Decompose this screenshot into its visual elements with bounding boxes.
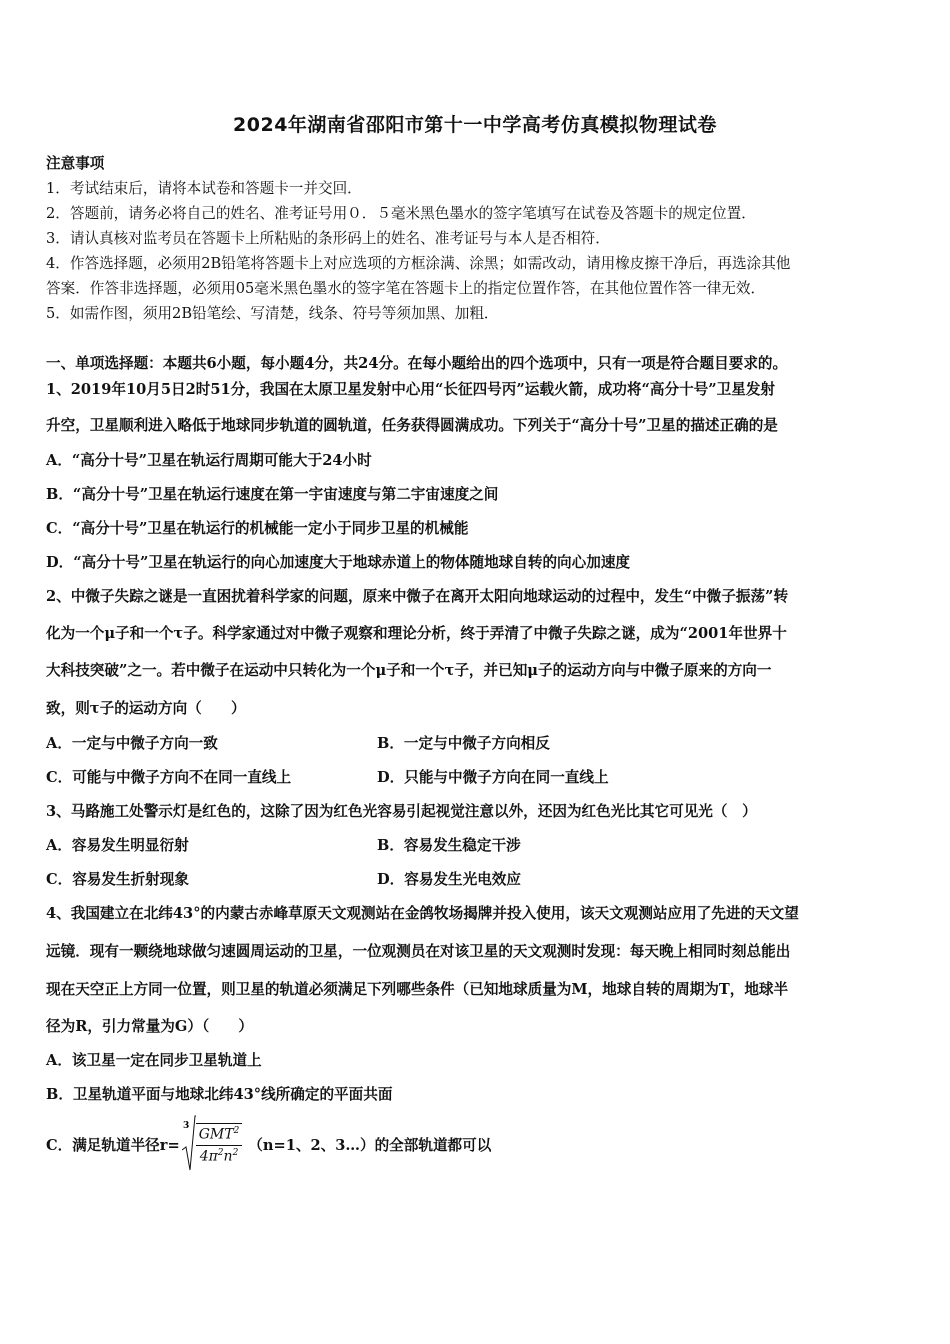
q2-stem-line-3: 大科技突破”之一。若中微子在运动中只转化为一个μ子和一个τ子，并已知μ子的运动方向与中微子原来的方向一 [46,662,772,679]
q3-option-d: D．容易发生光电效应 [377,871,522,888]
q3-stem: 3、马路施工处警示灯是红色的，这除了因为红色光容易引起视觉注意以外，还因为红色光比其它可见光（ ） [46,803,757,820]
q1-option-c: C．“高分十号”卫星在轨运行的机械能一定小于同步卫星的机械能 [46,520,469,537]
page-title: 2024年湖南省邵阳市第十一中学高考仿真模拟物理试卷 [233,114,717,136]
q4-option-c-suffix: （n=1、2、3…）的全部轨道都可以 [248,1136,492,1154]
q3-option-a: A．容易发生明显衍射 [46,837,189,854]
q4-option-c-prefix: C．满足轨道半径r= [46,1136,180,1154]
q1-option-d: D．“高分十号”卫星在轨运行的向心加速度大于地球赤道上的物体随地球自转的向心加速度 [46,554,631,571]
notice-item-2: 2．答题前，请务必将自己的姓名、准考证号用０．５毫米黑色墨水的签字笔填写在试卷及答题卡的规定位置． [46,205,756,222]
q2-option-d: D．只能与中微子方向在同一直线上 [377,769,609,786]
cube-root-formula [182,1114,243,1174]
notice-item-3: 3．请认真核对监考员在答题卡上所粘贴的条形码上的姓名、准考证号与本人是否相符． [46,230,610,247]
section-heading: 一、单项选择题：本题共6小题，每小题4分，共24分。在每小题给出的四个选项中，只有一项是符合题目要求的。 [46,355,788,372]
root-index: 3 [182,1121,189,1131]
formula-denominator: $4\pi^2n^2$ [199,1148,239,1165]
q1-option-b: B．“高分十号”卫星在轨运行速度在第一宇宙速度与第二宇宙速度之间 [46,486,499,503]
formula-fraction [196,1123,243,1164]
q2-stem-line-1: 2、中微子失踪之谜是一直困扰着科学家的问题，原来中微子在离开太阳向地球运动的过程中，发生“中微子振荡”转 [46,588,789,605]
q4-stem-line-3: 现在天空正上方同一位置，则卫星的轨道必须满足下列哪些条件（已知地球质量为M，地球自转的周期为T，地球半 [46,981,789,998]
q4-option-b: B．卫星轨道平面与地球北纬43°线所确定的平面共面 [46,1086,393,1103]
q2-option-b: B．一定与中微子方向相反 [377,735,550,752]
notice-item-4-cont: 答案．作答非选择题，必须用05毫米黑色墨水的签字笔在答题卡上的指定位置作答，在其他位置作答一律无效． [46,280,766,297]
q2-stem-line-2: 化为一个μ子和一个τ子。科学家通过对中微子观察和理论分析，终于弄清了中微子失踪之谜，成为“2001年世界十 [46,625,787,642]
notice-item-5: 5．如需作图，须用2B铅笔绘、写清楚，线条、符号等须加黑、加粗． [46,305,499,322]
q2-option-a: A．一定与中微子方向一致 [46,735,218,752]
radical-sign-icon [182,1114,196,1174]
q2-stem-line-4: 致，则τ子的运动方向（ ） [46,700,246,717]
q1-option-a: A．“高分十号”卫星在轨运行周期可能大于24小时 [46,452,372,469]
q2-option-c: C．可能与中微子方向不在同一直线上 [46,769,292,786]
notice-item-4: 4．作答选择题，必须用2B铅笔将答题卡上对应选项的方框涂满、涂黑；如需改动，请用橡皮擦干净后，再选涂其他 [46,255,791,272]
q4-stem-line-2: 远镜．现有一颗绕地球做匀速圆周运动的卫星，一位观测员在对该卫星的天文观测时发现：每天晚上相同时刻总能出 [46,943,791,960]
q4-option-c [46,1112,491,1176]
formula-numerator: GMT$^2$ [196,1126,243,1146]
notice-heading: 注意事项 [46,155,105,172]
q4-stem-line-4: 径为R，引力常量为G）（ ） [46,1018,254,1035]
notice-item-1: 1．考试结束后，请将本试卷和答题卡一并交回． [46,180,362,197]
q3-option-c: C．容易发生折射现象 [46,871,189,888]
q4-stem-line-1: 4、我国建立在北纬43°的内蒙古赤峰草原天文观测站在金鸽牧场揭牌并投入使用，该天文观测站应用了先进的天文望 [46,905,799,922]
q4-option-a: A．该卫星一定在同步卫星轨道上 [46,1052,262,1069]
q1-stem-line-1: 1、2019年10月5日2时51分，我国在太原卫星发射中心用“长征四号丙”运载火箭，成功将“高分十号”卫星发射 [46,381,776,398]
q3-option-b: B．容易发生稳定干涉 [377,837,521,854]
q1-stem-line-2: 升空，卫星顺利进入略低于地球同步轨道的圆轨道，任务获得圆满成功。下列关于“高分十号”卫星的描述正确的是 [46,417,778,434]
